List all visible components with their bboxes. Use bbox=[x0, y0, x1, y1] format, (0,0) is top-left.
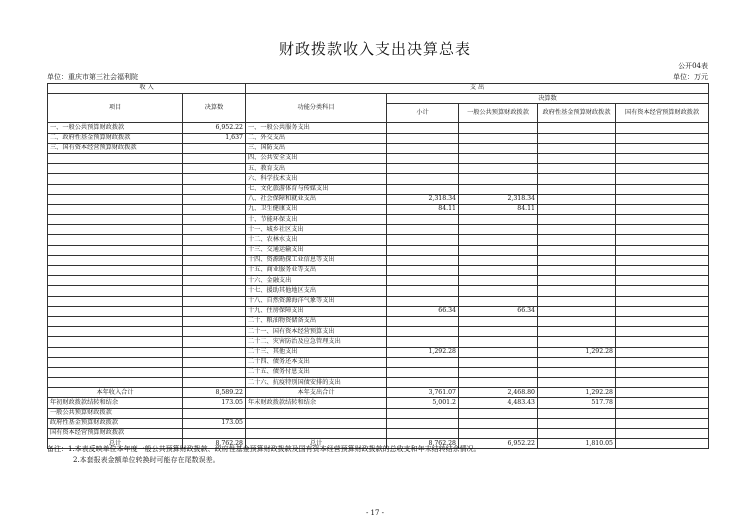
item-cell bbox=[48, 204, 183, 214]
state-capital-cell bbox=[616, 164, 709, 174]
state-capital-cell bbox=[616, 367, 709, 377]
func-class-cell: 二十一、国有资本经营预算支出 bbox=[246, 327, 387, 337]
gov-fund-cell: 517.78 bbox=[538, 398, 616, 408]
item-cell bbox=[48, 347, 183, 357]
table-row bbox=[48, 316, 709, 326]
table-row bbox=[48, 184, 709, 194]
amount-cell bbox=[183, 143, 246, 153]
func-class-cell: 本年支出合计 bbox=[246, 388, 387, 398]
item-cell bbox=[48, 286, 183, 296]
state-capital-cell bbox=[616, 235, 709, 245]
item-cell: 一、一般公共预算财政拨款 bbox=[48, 123, 183, 133]
table-row bbox=[48, 337, 709, 347]
state-capital-cell bbox=[616, 378, 709, 388]
item-header: 项目 bbox=[48, 94, 183, 123]
subtotal-cell: 5,001.2 bbox=[387, 398, 459, 408]
subtotal-cell bbox=[387, 357, 459, 367]
item-cell bbox=[48, 296, 183, 306]
gov-fund-cell bbox=[538, 306, 616, 316]
general-budget-cell bbox=[459, 316, 538, 326]
amount-cell bbox=[183, 347, 246, 357]
func-class-cell: 十一、城乡社区支出 bbox=[246, 225, 387, 235]
state-capital-cell bbox=[616, 215, 709, 225]
item-cell: 三、国有资本经营预算财政拨款 bbox=[48, 143, 183, 153]
item-cell bbox=[48, 215, 183, 225]
subtotal-cell bbox=[387, 337, 459, 347]
gov-fund-cell bbox=[538, 378, 616, 388]
func-class-header: 功能分类科目 bbox=[246, 94, 387, 123]
item-cell: 本年收入合计 bbox=[48, 388, 183, 398]
general-budget-cell bbox=[459, 347, 538, 357]
summary-row bbox=[48, 388, 709, 398]
state-capital-cell bbox=[616, 306, 709, 316]
income-header: 收 入 bbox=[48, 84, 246, 94]
general-budget-cell bbox=[459, 286, 538, 296]
func-class-cell: 十六、金融支出 bbox=[246, 276, 387, 286]
amount-cell bbox=[183, 235, 246, 245]
item-cell bbox=[48, 337, 183, 347]
func-class-cell: 十九、住房保障支出 bbox=[246, 306, 387, 316]
subtotal-cell bbox=[387, 367, 459, 377]
item-cell bbox=[48, 357, 183, 367]
table-row bbox=[48, 347, 709, 357]
gov-fund-cell bbox=[538, 204, 616, 214]
general-budget-cell bbox=[459, 153, 538, 163]
item-cell bbox=[48, 367, 183, 377]
expense-header: 支 出 bbox=[246, 84, 709, 94]
gov-fund-cell bbox=[538, 133, 616, 143]
table-row bbox=[48, 143, 709, 153]
state-capital-cell bbox=[616, 276, 709, 286]
finance-table bbox=[47, 83, 709, 449]
table-row bbox=[48, 123, 709, 133]
func-class-cell: 二十三、其他支出 bbox=[246, 347, 387, 357]
state-capital-cell bbox=[616, 123, 709, 133]
amount-cell bbox=[183, 184, 246, 194]
table-row bbox=[48, 357, 709, 367]
summary-row bbox=[48, 429, 709, 439]
gov-fund-cell bbox=[538, 225, 616, 235]
state-capital-cell bbox=[616, 429, 709, 439]
summary-row bbox=[48, 418, 709, 428]
subtotal-cell bbox=[387, 143, 459, 153]
subtotal-cell: 1,292.28 bbox=[387, 347, 459, 357]
func-class-cell: 六、科学技术支出 bbox=[246, 174, 387, 184]
item-cell bbox=[48, 327, 183, 337]
subtotal-cell: 84.11 bbox=[387, 204, 459, 214]
table-row bbox=[48, 296, 709, 306]
subtotal-cell bbox=[387, 123, 459, 133]
amount-cell: 8,589.22 bbox=[183, 388, 246, 398]
func-class-cell: 二十、粮油物资储备支出 bbox=[246, 316, 387, 326]
table-row bbox=[48, 153, 709, 163]
func-class-cell: 九、卫生健康支出 bbox=[246, 204, 387, 214]
table-row bbox=[48, 164, 709, 174]
table-row bbox=[48, 225, 709, 235]
table-row bbox=[48, 367, 709, 377]
table-row bbox=[48, 276, 709, 286]
subtotal-cell bbox=[387, 408, 459, 418]
subtotal-cell: 2,318.34 bbox=[387, 194, 459, 204]
subtotal-cell bbox=[387, 255, 459, 265]
general-budget-cell bbox=[459, 327, 538, 337]
amount-cell bbox=[183, 174, 246, 184]
func-class-cell: 二十六、抗疫特别国债安排的支出 bbox=[246, 378, 387, 388]
subtotal-cell bbox=[387, 429, 459, 439]
item-cell bbox=[48, 174, 183, 184]
func-class-cell: 四、公共安全支出 bbox=[246, 153, 387, 163]
item-cell bbox=[48, 276, 183, 286]
state-capital-cell bbox=[616, 327, 709, 337]
func-class-cell: 十二、农林水支出 bbox=[246, 235, 387, 245]
state-capital-cell bbox=[616, 225, 709, 235]
general-budget-cell bbox=[459, 357, 538, 367]
gov-fund-cell: 1,292.28 bbox=[538, 347, 616, 357]
table-row bbox=[48, 215, 709, 225]
item-cell: 年初财政拨款结转和结余 bbox=[48, 398, 183, 408]
general-budget-cell bbox=[459, 143, 538, 153]
item-cell: 一般公共预算财政拨款 bbox=[48, 408, 183, 418]
state-capital-cell bbox=[616, 357, 709, 367]
amount-cell bbox=[183, 255, 246, 265]
general-budget-cell: 4,483.43 bbox=[459, 398, 538, 408]
general-budget-cell bbox=[459, 245, 538, 255]
gov-fund-cell bbox=[538, 123, 616, 133]
item-cell: 国有资本经营预算财政拨款 bbox=[48, 429, 183, 439]
subtotal-cell: 3,761.07 bbox=[387, 388, 459, 398]
amount-cell bbox=[183, 306, 246, 316]
amount-cell bbox=[183, 378, 246, 388]
state-capital-cell bbox=[616, 133, 709, 143]
subtotal-cell bbox=[387, 235, 459, 245]
amount-cell: 6,952.22 bbox=[183, 123, 246, 133]
state-capital-cell bbox=[616, 408, 709, 418]
amount-cell bbox=[183, 276, 246, 286]
general-budget-cell bbox=[459, 123, 538, 133]
state-capital-cell bbox=[616, 337, 709, 347]
general-budget-cell bbox=[459, 225, 538, 235]
amount-cell: 1,637 bbox=[183, 133, 246, 143]
state-capital-cell bbox=[616, 245, 709, 255]
func-class-cell bbox=[246, 418, 387, 428]
state-capital-cell bbox=[616, 143, 709, 153]
amount-cell bbox=[183, 194, 246, 204]
gov-fund-cell bbox=[538, 153, 616, 163]
func-class-cell: 三、国防支出 bbox=[246, 143, 387, 153]
subtotal-cell bbox=[387, 316, 459, 326]
gov-fund-cell bbox=[538, 266, 616, 276]
page-number: - 17 - bbox=[365, 509, 385, 517]
subtotal-cell bbox=[387, 174, 459, 184]
general-budget-cell: 66.34 bbox=[459, 306, 538, 316]
amount-cell bbox=[183, 408, 246, 418]
amount-cell bbox=[183, 153, 246, 163]
general-budget-cell bbox=[459, 133, 538, 143]
general-budget-cell: 2,468.80 bbox=[459, 388, 538, 398]
general-budget-cell bbox=[459, 337, 538, 347]
state-capital-cell bbox=[616, 388, 709, 398]
subtotal-cell bbox=[387, 266, 459, 276]
func-class-cell: 十五、商业服务业等支出 bbox=[246, 266, 387, 276]
item-cell bbox=[48, 255, 183, 265]
item-cell bbox=[48, 184, 183, 194]
table-row bbox=[48, 194, 709, 204]
subtotal-cell bbox=[387, 184, 459, 194]
subtotal-cell bbox=[387, 245, 459, 255]
func-class-cell: 七、文化旅游体育与传媒支出 bbox=[246, 184, 387, 194]
table-row bbox=[48, 286, 709, 296]
state-capital-cell bbox=[616, 266, 709, 276]
state-capital-cell bbox=[616, 418, 709, 428]
summary-row bbox=[48, 398, 709, 408]
amount-cell bbox=[183, 357, 246, 367]
gov-fund-cell bbox=[538, 327, 616, 337]
gov-fund-cell bbox=[538, 367, 616, 377]
general-budget-cell bbox=[459, 276, 538, 286]
general-budget-cell bbox=[459, 418, 538, 428]
state-capital-cell bbox=[616, 398, 709, 408]
item-cell bbox=[48, 316, 183, 326]
func-class-cell: 十、节能环保支出 bbox=[246, 215, 387, 225]
item-cell bbox=[48, 378, 183, 388]
state-capital-cell bbox=[616, 204, 709, 214]
item-cell bbox=[48, 164, 183, 174]
state-capital-cell bbox=[616, 153, 709, 163]
state-capital-cell bbox=[616, 347, 709, 357]
note-2: 2.本套报表金额单位转换时可能存在尾数误差。 bbox=[73, 456, 220, 464]
amount-cell bbox=[183, 296, 246, 306]
subtotal-cell bbox=[387, 378, 459, 388]
amount-cell bbox=[183, 266, 246, 276]
gov-fund-cell bbox=[538, 276, 616, 286]
gov-fund-cell bbox=[538, 337, 616, 347]
gov-fund-cell bbox=[538, 215, 616, 225]
notes bbox=[47, 444, 481, 466]
final-header: 决算数 bbox=[387, 94, 709, 104]
gov-fund-cell bbox=[538, 184, 616, 194]
item-cell bbox=[48, 245, 183, 255]
state-capital-header: 国有资本经营预算财政拨款 bbox=[616, 104, 709, 123]
func-class-cell: 十八、自然资源海洋气象等支出 bbox=[246, 296, 387, 306]
general-budget-header: 一般公共预算财政拨款 bbox=[459, 104, 538, 123]
table-row bbox=[48, 255, 709, 265]
gov-fund-cell bbox=[538, 164, 616, 174]
func-class-cell: 二十四、债务还本支出 bbox=[246, 357, 387, 367]
summary-row bbox=[48, 408, 709, 418]
func-class-cell: 十四、资源勘探工业信息等支出 bbox=[246, 255, 387, 265]
func-class-cell: 总计 bbox=[246, 439, 387, 449]
amount-cell: 173.05 bbox=[183, 398, 246, 408]
gov-fund-cell bbox=[538, 235, 616, 245]
subtotal-cell bbox=[387, 215, 459, 225]
note-1: 备注：1.本表反映单位本年度一般公共预算财政拨款、政府性基金预算财政拨款及国有资本经营预算财政拨款的总收支和年末结转结余情况。 bbox=[47, 445, 481, 453]
func-class-cell: 十三、交通运输支出 bbox=[246, 245, 387, 255]
func-class-cell: 二十五、债务付息支出 bbox=[246, 367, 387, 377]
amount-cell bbox=[183, 164, 246, 174]
unit-row bbox=[47, 72, 708, 82]
general-budget-cell bbox=[459, 266, 538, 276]
state-capital-cell bbox=[616, 296, 709, 306]
func-class-cell: 一、一般公共服务支出 bbox=[246, 123, 387, 133]
subtotal-cell bbox=[387, 276, 459, 286]
gov-fund-cell: 1,810.05 bbox=[538, 439, 616, 449]
func-class-cell: 八、社会保障和就业支出 bbox=[246, 194, 387, 204]
organization-name: 单位：重庆市第三社会福利院 bbox=[47, 73, 138, 81]
amount-cell bbox=[183, 327, 246, 337]
subtotal-cell bbox=[387, 133, 459, 143]
subtotal-cell: 66.34 bbox=[387, 306, 459, 316]
table-row bbox=[48, 174, 709, 184]
item-cell bbox=[48, 194, 183, 204]
gov-fund-cell bbox=[538, 245, 616, 255]
func-class-cell bbox=[246, 429, 387, 439]
amount-cell bbox=[183, 204, 246, 214]
general-budget-cell bbox=[459, 164, 538, 174]
func-class-cell: 二十二、灾害防治及应急管理支出 bbox=[246, 337, 387, 347]
func-class-cell: 二、外交支出 bbox=[246, 133, 387, 143]
gov-fund-header: 政府性基金预算财政拨款 bbox=[538, 104, 616, 123]
form-number: 公开04表 bbox=[678, 62, 708, 70]
table-row bbox=[48, 133, 709, 143]
currency-unit: 单位：万元 bbox=[673, 73, 708, 81]
general-budget-cell bbox=[459, 184, 538, 194]
amount-cell bbox=[183, 286, 246, 296]
table-row bbox=[48, 378, 709, 388]
gov-fund-cell bbox=[538, 418, 616, 428]
gov-fund-cell bbox=[538, 174, 616, 184]
gov-fund-cell bbox=[538, 357, 616, 367]
general-budget-cell: 2,318.34 bbox=[459, 194, 538, 204]
gov-fund-cell bbox=[538, 286, 616, 296]
general-budget-cell bbox=[459, 367, 538, 377]
table-row bbox=[48, 235, 709, 245]
subtotal-cell bbox=[387, 296, 459, 306]
amount-cell bbox=[183, 215, 246, 225]
amount-cell bbox=[183, 225, 246, 235]
general-budget-cell bbox=[459, 429, 538, 439]
general-budget-cell bbox=[459, 378, 538, 388]
func-class-cell bbox=[246, 408, 387, 418]
subtotal-cell bbox=[387, 153, 459, 163]
amount-cell bbox=[183, 337, 246, 347]
state-capital-cell bbox=[616, 286, 709, 296]
gov-fund-cell: 1,292.28 bbox=[538, 388, 616, 398]
state-capital-cell bbox=[616, 184, 709, 194]
amount-header: 决算数 bbox=[183, 94, 246, 123]
gov-fund-cell bbox=[538, 143, 616, 153]
item-cell bbox=[48, 225, 183, 235]
item-cell bbox=[48, 235, 183, 245]
gov-fund-cell bbox=[538, 255, 616, 265]
general-budget-cell: 84.11 bbox=[459, 204, 538, 214]
table-row bbox=[48, 306, 709, 316]
gov-fund-cell bbox=[538, 316, 616, 326]
func-class-cell: 十七、援助其他地区支出 bbox=[246, 286, 387, 296]
subtotal-cell bbox=[387, 225, 459, 235]
table-row bbox=[48, 327, 709, 337]
table-row bbox=[48, 245, 709, 255]
item-cell: 政府性基金预算财政拨款 bbox=[48, 418, 183, 428]
general-budget-cell bbox=[459, 296, 538, 306]
table-row bbox=[48, 266, 709, 276]
item-cell bbox=[48, 153, 183, 163]
state-capital-cell bbox=[616, 439, 709, 449]
item-cell: 总计 bbox=[48, 439, 183, 449]
general-budget-cell: 6,952.22 bbox=[459, 439, 538, 449]
amount-cell bbox=[183, 245, 246, 255]
table-row bbox=[48, 204, 709, 214]
subtotal-cell bbox=[387, 418, 459, 428]
state-capital-cell bbox=[616, 194, 709, 204]
subtotal-header: 小计 bbox=[387, 104, 459, 123]
item-cell: 二、政府性基金预算财政拨款 bbox=[48, 133, 183, 143]
state-capital-cell bbox=[616, 174, 709, 184]
subtotal-cell bbox=[387, 164, 459, 174]
gov-fund-cell bbox=[538, 296, 616, 306]
amount-cell: 173.05 bbox=[183, 418, 246, 428]
item-cell bbox=[48, 266, 183, 276]
amount-cell bbox=[183, 367, 246, 377]
gov-fund-cell bbox=[538, 408, 616, 418]
general-budget-cell bbox=[459, 215, 538, 225]
amount-cell bbox=[183, 429, 246, 439]
subtotal-cell: 8,762.28 bbox=[387, 439, 459, 449]
func-class-cell: 年末财政拨款结转和结余 bbox=[246, 398, 387, 408]
page-title: 财政拨款收入支出决算总表 bbox=[278, 40, 471, 58]
general-budget-cell bbox=[459, 174, 538, 184]
gov-fund-cell bbox=[538, 194, 616, 204]
amount-cell bbox=[183, 316, 246, 326]
subtotal-cell bbox=[387, 327, 459, 337]
general-budget-cell bbox=[459, 235, 538, 245]
amount-cell: 8,762.28 bbox=[183, 439, 246, 449]
func-class-cell: 五、教育支出 bbox=[246, 164, 387, 174]
state-capital-cell bbox=[616, 316, 709, 326]
subtotal-cell bbox=[387, 286, 459, 296]
general-budget-cell bbox=[459, 255, 538, 265]
general-budget-cell bbox=[459, 408, 538, 418]
item-cell bbox=[48, 306, 183, 316]
state-capital-cell bbox=[616, 255, 709, 265]
gov-fund-cell bbox=[538, 429, 616, 439]
